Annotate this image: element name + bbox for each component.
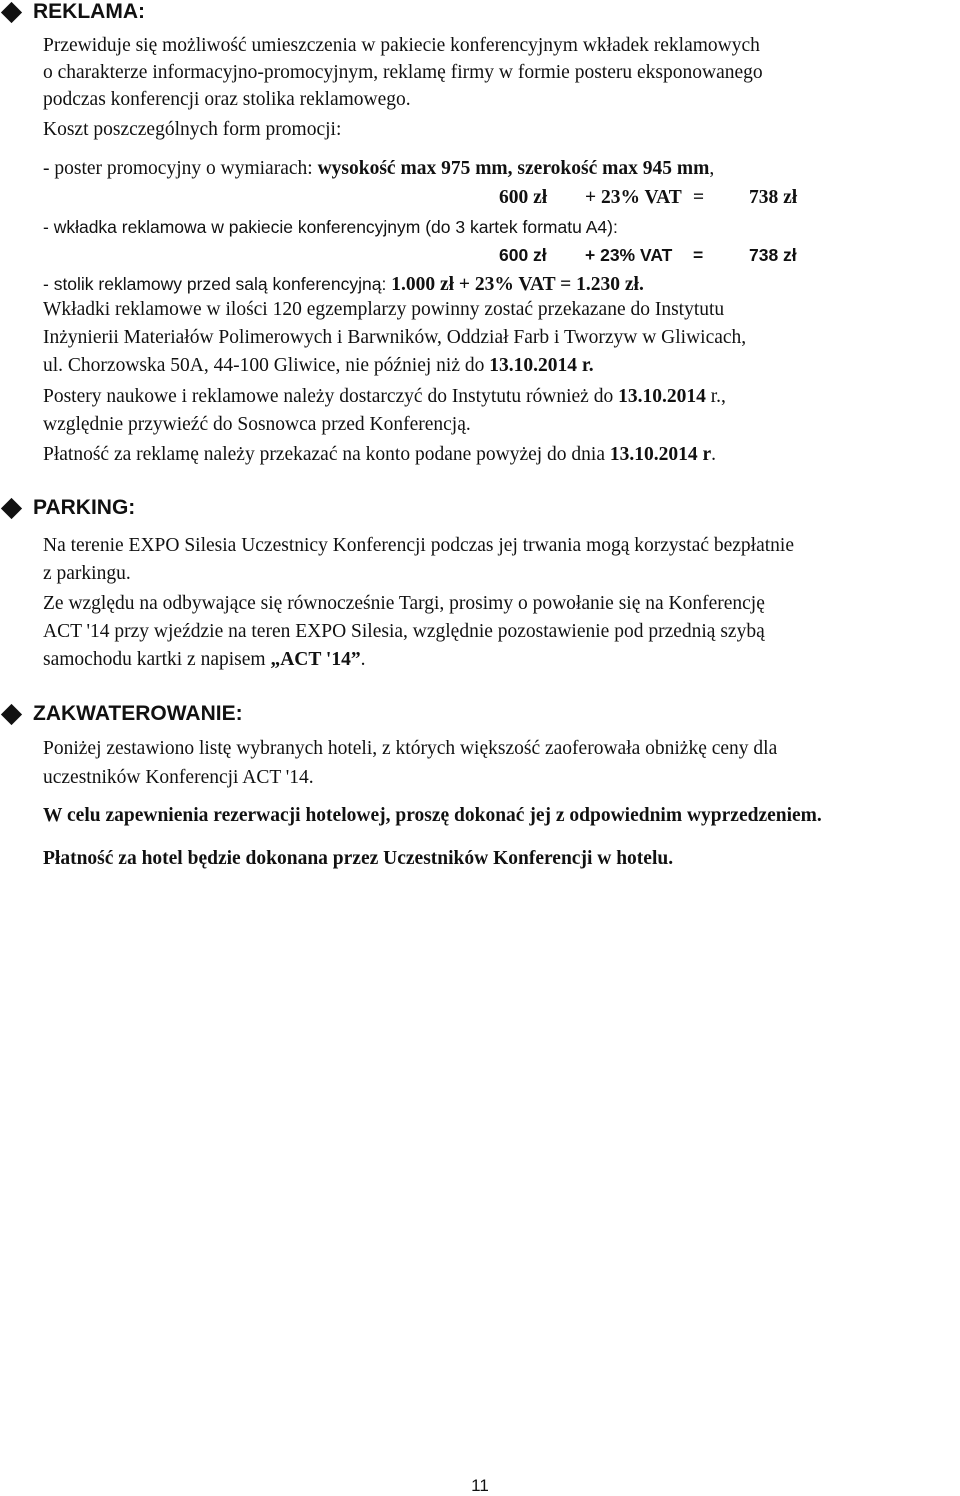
poster-line: - poster promocyjny o wymiarach: wysokość max 975 mm, szerokość max 945 mm, [43,158,715,179]
reklama-intro-line-2: o charakterze informacyjno-promocyjnym, reklamę firmy w formie posteru eksponowanego [43,62,763,83]
accommodation-line-2: uczestników Konferencji ACT '14. [43,767,314,788]
page-number: 11 [471,1476,489,1495]
parking-line-1: Na terenie EXPO Silesia Uczestnicy Konferencji podczas jej trwania mogą korzystać bezpłatnie [43,535,794,556]
table-gross: 1.230 zł [576,274,639,295]
accommodation-line-1: Poniżej zestawiono listę wybranych hoteli, z których większość zaoferowała obniżkę ceny dla [43,738,778,759]
diamond-bullet-icon [1,1,22,22]
delivery-line-1: Wkładki reklamowe w ilości 120 egzemplarzy powinny zostać przekazane do Instytutu [43,299,725,320]
reklama-intro-line-3: podczas konferencji oraz stolika reklamowego. [43,89,411,110]
posters-line: Postery naukowe i reklamowe należy dostarczyć do Instytutu również do 13.10.2014 r., [43,386,726,407]
parking-line-4: ACT '14 przy wjeździe na teren EXPO Silesia, względnie pozostawienie pod przednią szybą [43,621,765,642]
reservation-notice: W celu zapewnienia rezerwacji hotelowej, proszę dokonać jej z odpowiednim wyprzedzeniem. [43,805,822,826]
section-heading-zakwaterowanie: ZAKWATEROWANIE: [0,702,243,726]
payment-date: 13.10.2014 r [609,444,712,465]
table-line: - stolik reklamowy przed salą konferencyjną: 1.000 zł + 23% VAT = 1.230 zł. [43,274,644,295]
delivery-line-2: Inżynierii Materiałów Polimerowych i Barwników, Oddział Farb i Tworzyw w Gliwicach, [43,327,747,348]
parking-line-5: samochodu kartki z napisem „ACT '14”. [43,649,366,670]
insert-price: 600 zł + 23% VAT = 738 zł [499,245,797,265]
posters-date: 13.10.2014 [618,386,706,407]
deadline-date: 13.10.2014 r. [489,355,594,376]
reklama-intro-line-1: Przewiduje się możliwość umieszczenia w pakiecie konferencyjnym wkładek reklamowych [43,35,760,56]
table-price: 1.000 zł + 23% VAT = [391,274,572,295]
insert-line: - wkładka reklamowa w pakiecie konferencyjnym (do 3 kartek formatu A4): [43,217,618,237]
poster-price: 600 zł + 23% VAT = 738 zł [499,187,798,208]
hotel-payment-notice: Płatność za hotel będzie dokonana przez Uczestników Konferencji w hotelu. [43,848,674,869]
posters-line-2: względnie przywieźć do Sosnowca przed Konferencją. [43,414,471,435]
parking-line-2: z parkingu. [43,563,131,584]
payment-line: Płatność za reklamę należy przekazać na konto podane powyżej do dnia 13.10.2014 r. [43,444,717,465]
address-line: ul. Chorzowska 50A, 44-100 Gliwice, nie później niż do 13.10.2014 r. [43,355,594,376]
section-heading-reklama: REKLAMA: [0,0,145,24]
cost-intro: Koszt poszczególnych form promocji: [43,119,342,140]
diamond-bullet-icon [1,703,22,724]
act-sign-text: „ACT '14” [270,649,361,670]
diamond-bullet-icon [1,497,22,518]
section-heading-parking: PARKING: [0,496,135,520]
parking-line-3: Ze względu na odbywające się równocześnie Targi, prosimy o powołanie się na Konferencję [43,593,765,614]
poster-dimensions: wysokość max 975 mm, szerokość max 945 mm [317,158,710,179]
